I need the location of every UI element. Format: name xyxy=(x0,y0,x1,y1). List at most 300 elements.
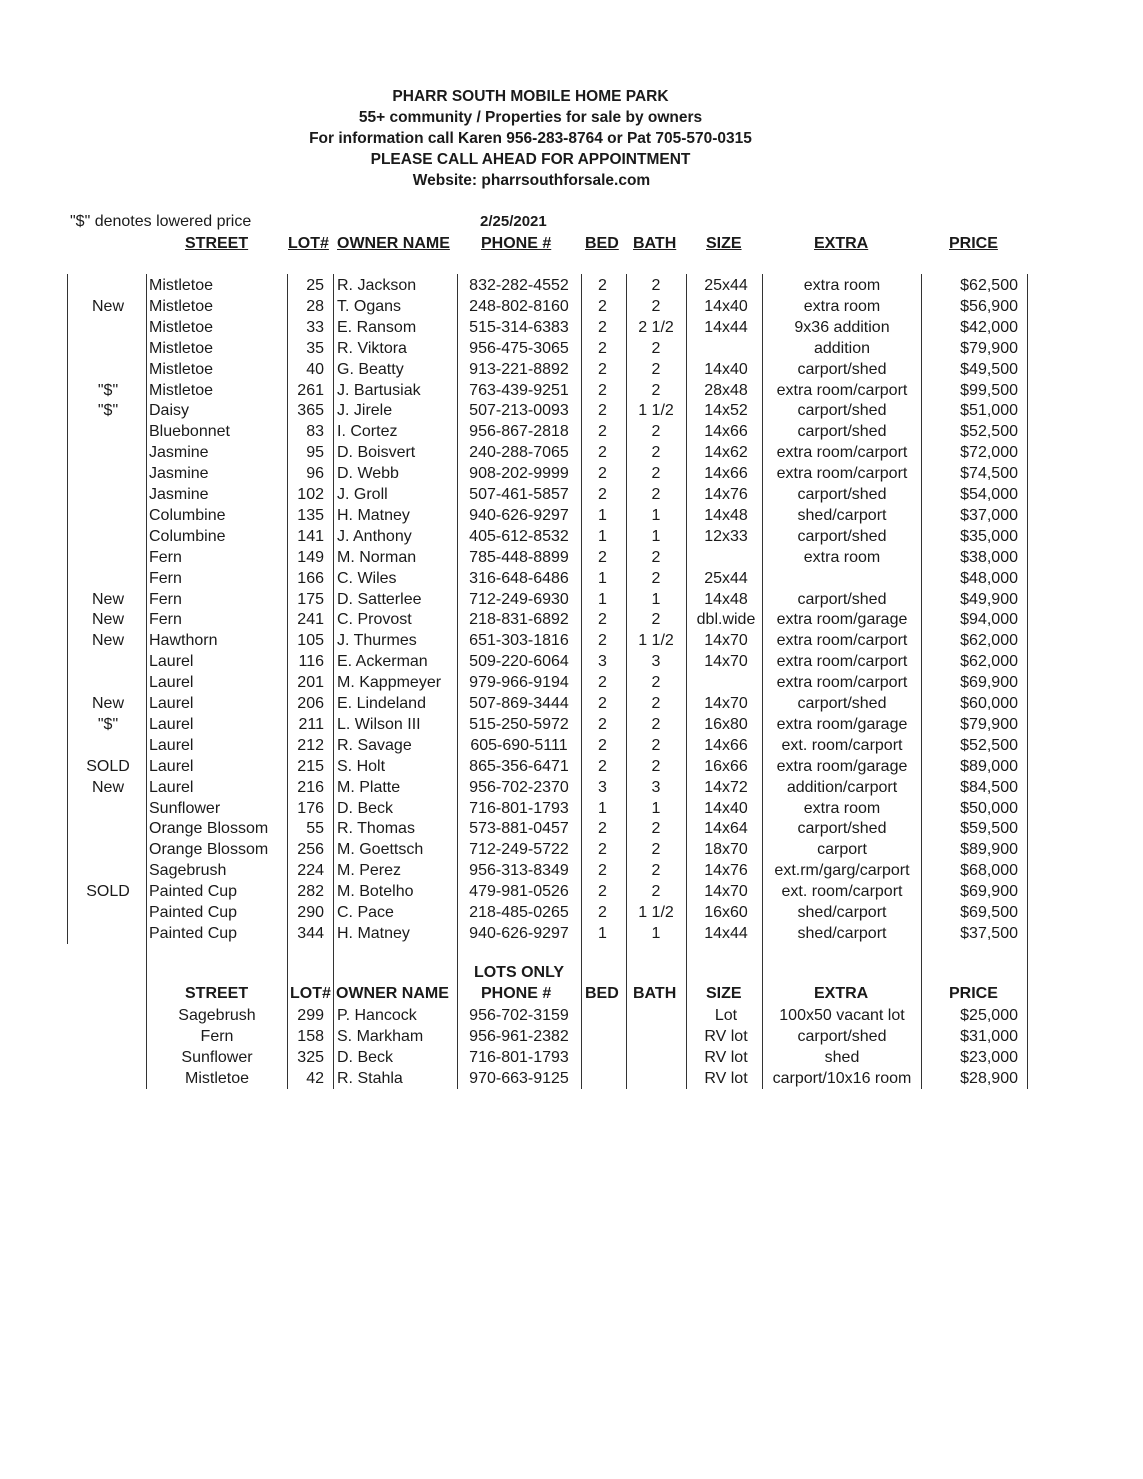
bed-cell: 2 xyxy=(598,402,607,420)
lots-only-title: LOTS ONLY xyxy=(473,964,565,981)
owner-cell: S. Holt xyxy=(337,757,386,775)
phone-cell: 913-221-8892 xyxy=(469,360,569,378)
lot-cell: 176 xyxy=(297,799,324,817)
size-cell: 14x62 xyxy=(704,444,748,462)
street-cell: Hawthorn xyxy=(149,632,218,650)
col-bed-header: BED xyxy=(585,235,619,252)
lot-cell: 135 xyxy=(297,506,324,524)
bath-cell: 3 xyxy=(651,653,661,671)
lots-col-price-header: PRICE xyxy=(949,985,998,1002)
lot-cell: 42 xyxy=(306,1069,324,1087)
street-cell: Fern xyxy=(149,548,182,566)
owner-cell: R. Viktora xyxy=(337,339,407,357)
col-price-header: PRICE xyxy=(949,235,998,252)
owner-cell: R. Savage xyxy=(337,736,412,754)
price-cell: $68,000 xyxy=(960,862,1018,880)
bath-cell: 1 xyxy=(651,590,661,608)
bath-cell: 2 xyxy=(651,695,661,712)
table-row xyxy=(0,756,1143,777)
phone-cell: 716-801-1793 xyxy=(469,799,569,817)
price-cell: $52,500 xyxy=(960,736,1018,754)
bed-cell: 2 xyxy=(598,736,607,754)
lot-cell: 141 xyxy=(297,527,324,545)
size-cell: Lot xyxy=(714,1007,738,1024)
bed-cell: 1 xyxy=(598,527,607,545)
table-row xyxy=(0,651,1143,672)
table-row xyxy=(0,568,1143,589)
price-cell: $54,000 xyxy=(960,486,1018,503)
price-cell: $48,000 xyxy=(960,569,1018,587)
col-lot-header: LOT# xyxy=(288,235,329,252)
phone-cell: 248-802-8160 xyxy=(469,297,569,315)
street-cell: Mistletoe xyxy=(149,297,214,315)
table-row xyxy=(0,526,1143,547)
lot-cell: 175 xyxy=(297,590,324,608)
table-row xyxy=(0,630,1143,651)
price-cell: $35,000 xyxy=(960,527,1018,545)
street-cell: Mistletoe xyxy=(149,277,214,294)
phone-cell: 956-702-3159 xyxy=(469,1007,569,1024)
col-owner-header: OWNER NAME xyxy=(337,235,450,252)
table-row xyxy=(0,296,1143,317)
street-cell: Mistletoe xyxy=(149,339,214,357)
size-cell: 14x70 xyxy=(704,883,748,901)
lot-cell: 149 xyxy=(297,548,324,566)
size-cell: 14x48 xyxy=(704,590,748,608)
price-cell: $49,900 xyxy=(960,590,1018,608)
table-row xyxy=(0,275,1143,296)
lot-cell: 40 xyxy=(306,360,324,378)
size-cell: 16x66 xyxy=(704,757,748,775)
bath-cell: 2 xyxy=(651,757,661,775)
bath-cell: 2 xyxy=(651,486,661,503)
price-cell: $23,000 xyxy=(960,1048,1018,1066)
size-cell: 18x70 xyxy=(704,841,748,859)
extra-cell: carport xyxy=(817,841,867,859)
phone-cell: 970-663-9125 xyxy=(469,1069,569,1087)
bath-cell: 2 xyxy=(651,736,661,754)
bed-cell: 2 xyxy=(598,423,607,441)
price-cell: $79,900 xyxy=(960,339,1018,357)
price-cell: $69,900 xyxy=(960,883,1018,901)
table-row xyxy=(0,463,1143,484)
phone-cell: 240-288-7065 xyxy=(469,444,569,462)
bed-cell: 2 xyxy=(598,318,607,336)
extra-cell: extra room/carport xyxy=(776,381,908,399)
status-badge: New xyxy=(91,695,124,712)
bath-cell: 2 xyxy=(651,548,661,566)
status-badge: SOLD xyxy=(86,757,130,775)
table-row xyxy=(0,547,1143,568)
extra-cell: carport/shed xyxy=(797,590,887,608)
table-row xyxy=(0,380,1143,401)
extra-cell: shed/carport xyxy=(797,506,887,524)
bed-cell: 1 xyxy=(598,924,607,942)
price-cell: $59,500 xyxy=(960,820,1018,838)
size-cell: 14x44 xyxy=(704,318,748,336)
lot-cell: 325 xyxy=(297,1048,324,1066)
phone-cell: 515-250-5972 xyxy=(469,715,569,733)
price-cell: $37,000 xyxy=(960,506,1018,524)
bed-cell: 1 xyxy=(598,799,607,817)
size-cell: 25x44 xyxy=(704,569,748,587)
price-cell: $84,500 xyxy=(960,778,1018,796)
bath-cell: 2 xyxy=(651,674,661,692)
street-cell: Mistletoe xyxy=(149,381,214,399)
owner-cell: M. Perez xyxy=(337,862,402,880)
price-cell: $51,000 xyxy=(960,402,1018,420)
street-cell: Laurel xyxy=(149,674,194,692)
price-cell: $89,900 xyxy=(960,841,1018,859)
extra-cell: carport/10x16 room xyxy=(772,1069,912,1087)
size-cell: 14x44 xyxy=(704,924,748,942)
community-subtitle: 55+ community / Properties for sale by owners xyxy=(358,109,703,126)
phone-cell: 605-690-5111 xyxy=(470,736,568,754)
lot-cell: 365 xyxy=(297,402,324,420)
street-cell: Painted Cup xyxy=(149,924,238,942)
lowered-price-note: "$" denotes lowered price xyxy=(70,213,252,230)
table-row xyxy=(0,400,1143,421)
bed-cell: 1 xyxy=(598,569,607,587)
col-size-header: SIZE xyxy=(706,235,742,252)
bed-cell: 1 xyxy=(598,590,607,608)
price-cell: $37,500 xyxy=(960,924,1018,942)
extra-cell: carport/shed xyxy=(797,423,887,441)
street-cell: Jasmine xyxy=(149,444,209,462)
table-row xyxy=(0,609,1143,630)
phone-cell: 908-202-9999 xyxy=(469,465,569,483)
lot-cell: 211 xyxy=(298,715,324,733)
owner-cell: E. Lindeland xyxy=(337,695,426,712)
extra-cell: extra room xyxy=(803,799,881,817)
lot-cell: 28 xyxy=(306,297,324,315)
bed-cell: 1 xyxy=(598,506,607,524)
park-title: PHARR SOUTH MOBILE HOME PARK xyxy=(392,88,669,105)
bath-cell: 3 xyxy=(651,778,661,796)
phone-cell: 405-612-8532 xyxy=(469,527,569,545)
status-badge: New xyxy=(91,778,124,796)
street-cell: Fern xyxy=(149,590,182,608)
size-cell: 28x48 xyxy=(704,381,748,399)
price-cell: $52,500 xyxy=(960,423,1018,441)
size-cell: RV lot xyxy=(704,1069,748,1087)
owner-cell: H. Matney xyxy=(337,924,410,942)
owner-cell: M. Kappmeyer xyxy=(337,674,442,692)
bath-cell: 1 xyxy=(651,924,661,942)
street-cell: Laurel xyxy=(149,757,194,775)
bath-cell: 1 1/2 xyxy=(638,402,674,420)
extra-cell: shed/carport xyxy=(797,924,887,942)
phone-cell: 956-475-3065 xyxy=(469,339,569,357)
bed-cell: 2 xyxy=(598,695,607,712)
size-cell: 14x70 xyxy=(704,653,748,671)
owner-cell: M. Norman xyxy=(337,548,417,566)
size-cell: 12x33 xyxy=(704,527,748,545)
list-date: 2/25/2021 xyxy=(480,213,547,230)
extra-cell: extra room/carport xyxy=(776,674,908,692)
bed-cell: 2 xyxy=(598,715,607,733)
phone-cell: 218-831-6892 xyxy=(469,611,569,629)
price-cell: $72,000 xyxy=(960,444,1018,462)
size-cell: 14x48 xyxy=(704,506,748,524)
street-cell: Laurel xyxy=(149,736,194,754)
lot-cell: 290 xyxy=(297,904,324,921)
street-cell: Painted Cup xyxy=(149,883,238,901)
owner-cell: J. Thurmes xyxy=(337,632,417,650)
owner-cell: R. Thomas xyxy=(337,820,415,838)
extra-cell: extra room/carport xyxy=(776,444,908,462)
phone-cell: 785-448-8899 xyxy=(469,548,569,566)
size-cell: dbl.wide xyxy=(696,611,756,629)
lots-col-owner-header: OWNER NAME xyxy=(336,985,449,1002)
bath-cell: 2 xyxy=(651,444,661,462)
lot-cell: 96 xyxy=(306,465,324,483)
status-badge: New xyxy=(91,590,124,608)
bath-cell: 1 xyxy=(651,799,661,817)
lots-col-lot-header: LOT# xyxy=(290,985,331,1002)
phone-cell: 956-961-2382 xyxy=(469,1027,569,1045)
lot-cell: 216 xyxy=(297,778,324,796)
owner-cell: P. Hancock xyxy=(337,1007,417,1024)
bath-cell: 2 xyxy=(651,569,661,587)
bath-cell: 2 xyxy=(651,297,661,315)
price-cell: $25,000 xyxy=(960,1007,1018,1024)
status-badge: "$" xyxy=(97,381,119,399)
table-row xyxy=(0,338,1143,359)
size-cell: 14x40 xyxy=(704,297,748,315)
table-row xyxy=(0,484,1143,505)
table-row xyxy=(0,714,1143,735)
lot-cell: 102 xyxy=(297,486,324,503)
extra-cell: carport/shed xyxy=(797,360,887,378)
price-cell: $79,900 xyxy=(960,715,1018,733)
bed-cell: 2 xyxy=(598,632,607,650)
bed-cell: 2 xyxy=(598,904,607,921)
street-cell: Columbine xyxy=(149,527,226,545)
col-extra-header: EXTRA xyxy=(814,235,869,252)
street-cell: Mistletoe xyxy=(184,1069,250,1087)
extra-cell: carport/shed xyxy=(797,1027,887,1045)
bath-cell: 2 xyxy=(651,381,661,399)
status-badge: New xyxy=(91,632,124,650)
owner-cell: M. Platte xyxy=(337,778,401,796)
street-cell: Laurel xyxy=(149,653,194,671)
extra-cell: addition xyxy=(813,339,871,357)
phone-cell: 956-867-2818 xyxy=(469,423,569,441)
lot-cell: 299 xyxy=(297,1007,324,1024)
owner-cell: G. Beatty xyxy=(337,360,404,378)
website-line: Website: pharrsouthforsale.com xyxy=(412,172,651,189)
phone-cell: 507-213-0093 xyxy=(469,402,569,420)
extra-cell: carport/shed xyxy=(797,820,887,838)
size-cell: 14x76 xyxy=(704,862,748,880)
owner-cell: D. Boisvert xyxy=(337,444,416,462)
table-row xyxy=(0,672,1143,693)
bath-cell: 1 xyxy=(651,527,661,545)
bath-cell: 2 xyxy=(651,423,661,441)
lot-cell: 344 xyxy=(297,924,324,942)
bed-cell: 2 xyxy=(598,674,607,692)
phone-cell: 712-249-5722 xyxy=(469,841,569,859)
size-cell: 14x76 xyxy=(704,486,748,503)
size-cell: 14x40 xyxy=(704,799,748,817)
owner-cell: R. Jackson xyxy=(337,277,417,294)
phone-cell: 479-981-0526 xyxy=(469,883,569,901)
size-cell: 14x66 xyxy=(704,465,748,483)
phone-cell: 316-648-6486 xyxy=(469,569,569,587)
price-cell: $60,000 xyxy=(960,695,1018,712)
table-row xyxy=(0,798,1143,819)
lot-cell: 166 xyxy=(297,569,324,587)
bed-cell: 2 xyxy=(598,548,607,566)
extra-cell: extra room xyxy=(803,277,881,294)
street-cell: Daisy xyxy=(149,402,190,420)
extra-cell: extra room xyxy=(803,548,881,566)
extra-cell: carport/shed xyxy=(797,486,887,503)
street-cell: Fern xyxy=(149,611,182,629)
owner-cell: T. Ogans xyxy=(337,297,402,315)
bath-cell: 2 xyxy=(651,277,661,294)
lots-col-bed-header: BED xyxy=(585,985,619,1002)
table-row xyxy=(0,777,1143,798)
col-phone-header: PHONE # xyxy=(481,235,552,252)
price-cell: $69,500 xyxy=(960,904,1018,921)
size-cell: RV lot xyxy=(704,1048,748,1066)
owner-cell: J. Jirele xyxy=(337,402,393,420)
phone-cell: 507-461-5857 xyxy=(469,486,569,503)
owner-cell: D. Beck xyxy=(337,799,394,817)
lots-col-extra-header: EXTRA xyxy=(814,985,869,1002)
table-row xyxy=(0,1005,1143,1026)
price-cell: $69,900 xyxy=(960,674,1018,692)
phone-cell: 763-439-9251 xyxy=(469,381,569,399)
lots-col-street-header: STREET xyxy=(185,985,249,1002)
owner-cell: I. Cortez xyxy=(337,423,398,441)
street-cell: Laurel xyxy=(149,715,194,733)
table-row xyxy=(0,505,1143,526)
extra-cell: shed/carport xyxy=(797,904,887,921)
bath-cell: 2 xyxy=(651,465,661,483)
lots-col-size-header: SIZE xyxy=(706,985,742,1002)
bed-cell: 2 xyxy=(598,757,607,775)
extra-cell: extra room/garage xyxy=(776,611,908,629)
bath-cell: 2 xyxy=(651,883,661,901)
col-bath-header: BATH xyxy=(633,235,677,252)
lot-cell: 261 xyxy=(297,381,324,399)
bath-cell: 2 xyxy=(651,611,661,629)
price-cell: $89,000 xyxy=(960,757,1018,775)
lot-cell: 95 xyxy=(306,444,324,462)
lot-cell: 83 xyxy=(306,423,324,441)
phone-cell: 509-220-6064 xyxy=(469,653,569,671)
extra-cell: ext. room/carport xyxy=(781,883,903,901)
bed-cell: 2 xyxy=(598,444,607,462)
size-cell: 14x70 xyxy=(704,632,748,650)
bed-cell: 2 xyxy=(598,465,607,483)
extra-cell: addition/carport xyxy=(786,778,898,796)
street-cell: Columbine xyxy=(149,506,226,524)
bed-cell: 2 xyxy=(598,841,607,859)
street-cell: Mistletoe xyxy=(149,318,214,336)
status-badge: New xyxy=(91,297,124,315)
bed-cell: 2 xyxy=(598,883,607,901)
bath-cell: 2 xyxy=(651,862,661,880)
phone-cell: 573-881-0457 xyxy=(469,820,569,838)
bath-cell: 2 xyxy=(651,360,661,378)
price-cell: $62,000 xyxy=(960,632,1018,650)
extra-cell: extra room xyxy=(803,297,881,315)
price-cell: $38,000 xyxy=(960,548,1018,566)
bed-cell: 2 xyxy=(598,381,607,399)
table-row xyxy=(0,1068,1143,1089)
table-row xyxy=(0,359,1143,380)
bed-cell: 2 xyxy=(598,611,607,629)
size-cell: 14x66 xyxy=(704,736,748,754)
size-cell: 14x72 xyxy=(704,778,748,796)
lots-col-phone-header: PHONE # xyxy=(481,985,552,1002)
lot-cell: 224 xyxy=(297,862,324,880)
appointment-notice: PLEASE CALL AHEAD FOR APPOINTMENT xyxy=(370,151,691,168)
owner-cell: C. Provost xyxy=(337,611,412,629)
lot-cell: 215 xyxy=(297,757,324,775)
status-badge: "$" xyxy=(97,402,119,420)
table-row xyxy=(0,693,1143,714)
bed-cell: 2 xyxy=(598,862,607,880)
price-cell: $28,900 xyxy=(960,1069,1018,1087)
extra-cell: carport/shed xyxy=(797,527,887,545)
street-cell: Sagebrush xyxy=(149,862,227,880)
lot-cell: 105 xyxy=(297,632,324,650)
price-cell: $94,000 xyxy=(960,611,1018,629)
bed-cell: 2 xyxy=(598,297,607,315)
phone-cell: 507-869-3444 xyxy=(469,695,569,712)
street-cell: Jasmine xyxy=(149,486,209,503)
lot-cell: 33 xyxy=(306,318,324,336)
owner-cell: L. Wilson III xyxy=(337,715,421,733)
extra-cell: ext. room/carport xyxy=(781,736,903,754)
lot-cell: 256 xyxy=(297,841,324,859)
table-row xyxy=(0,317,1143,338)
bath-cell: 2 xyxy=(651,715,661,733)
size-cell: 14x52 xyxy=(704,402,748,420)
phone-cell: 979-966-9194 xyxy=(469,674,569,692)
owner-cell: J. Bartusiak xyxy=(337,381,421,399)
table-row xyxy=(0,923,1143,944)
table-row xyxy=(0,1026,1143,1047)
bath-cell: 1 1/2 xyxy=(638,904,674,921)
phone-cell: 651-303-1816 xyxy=(469,632,569,650)
price-cell: $49,500 xyxy=(960,360,1018,378)
street-cell: Orange Blossom xyxy=(149,841,269,859)
phone-cell: 712-249-6930 xyxy=(469,590,569,608)
extra-cell: 9x36 addition xyxy=(794,318,890,336)
bed-cell: 3 xyxy=(598,653,607,671)
street-cell: Sagebrush xyxy=(178,1007,256,1024)
extra-cell: extra room/carport xyxy=(776,653,908,671)
status-badge: "$" xyxy=(97,715,119,733)
street-cell: Fern xyxy=(149,569,182,587)
bath-cell: 2 xyxy=(651,841,661,859)
price-cell: $99,500 xyxy=(960,381,1018,399)
price-cell: $62,000 xyxy=(960,653,1018,671)
phone-cell: 956-702-2370 xyxy=(469,778,569,796)
street-cell: Painted Cup xyxy=(149,904,238,921)
table-row xyxy=(0,1047,1143,1068)
extra-cell: carport/shed xyxy=(797,402,887,420)
status-badge: SOLD xyxy=(86,883,130,901)
extra-cell: shed xyxy=(824,1048,860,1066)
owner-cell: S. Markham xyxy=(337,1027,424,1045)
